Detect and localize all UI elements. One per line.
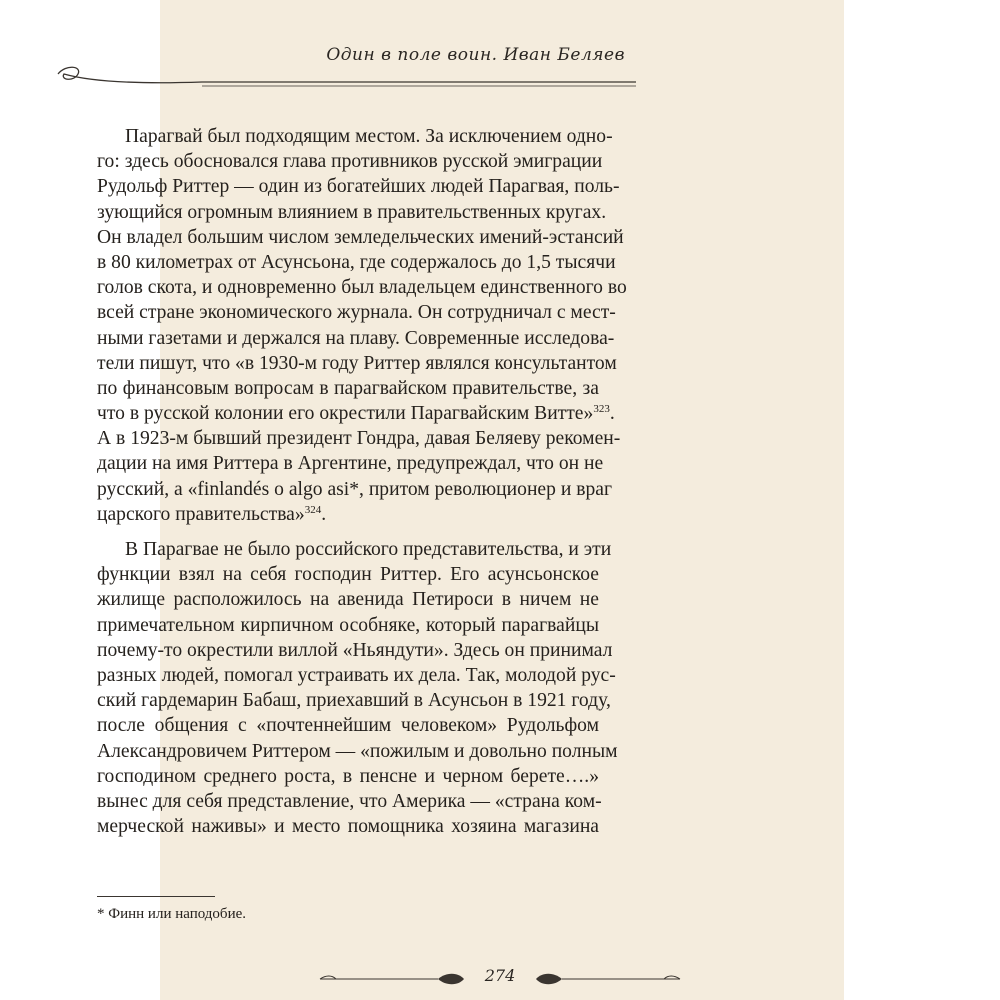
text-line: Парагвай был подходящим местом. За исключением одно- <box>125 126 613 147</box>
text-line: го: здесь обосновался глава противников русской эмиграции <box>97 151 603 173</box>
text-line: Александровичем Риттером — «пожилым и довольно полным <box>97 740 618 762</box>
text-line: мерческой наживы» и место помощника хозяина магазина <box>97 816 599 838</box>
text-line: голов скота, и одновременно был владельцем единственного во <box>97 277 627 299</box>
footnote-separator <box>97 896 215 897</box>
text-line: русский, а «finlandés o algo asi*, притом революционер и враг <box>97 478 612 500</box>
footnote-reference[interactable]: 323 <box>593 403 610 416</box>
text-line: зующийся огромным влиянием в правительственных кругах. <box>97 201 607 223</box>
text-line: всей стране экономического журнала. Он сотрудничал с мест- <box>97 302 616 324</box>
text-line: Рудольф Риттер — один из богатейших людей Парагвая, поль- <box>97 176 620 198</box>
text-line: вынес для себя представление, что Америка — «страна ком- <box>97 790 602 812</box>
sentence-end: . <box>321 503 327 525</box>
text-line: ными газетами и держался на плаву. Современные исследова- <box>97 327 615 349</box>
text-line-content: царского правительства» <box>97 503 305 525</box>
text-line-content: что в русской колонии его окрестили Парагвайским Витте» <box>97 403 594 425</box>
text-line: Он владел большим числом земледельческих имений-эстансий <box>97 226 624 248</box>
text-line: дации на имя Риттера в Аргентине, предупреждал, что он не <box>97 453 604 475</box>
text-line: почему-то окрестили виллой «Ньяндути». Здесь он принимал <box>97 639 613 661</box>
paragraph-spacing <box>97 527 599 537</box>
text-line: ский гардемарин Бабаш, приехавший в Асунсьон в 1921 году, <box>97 690 611 712</box>
text-line: по финансовым вопросам в парагвайском правительстве, за <box>97 377 599 399</box>
text-line: функции взял на себя господин Риттер. Его асунсьонское <box>97 564 599 586</box>
running-title: Один в поле воин. Иван Беляев <box>326 45 625 65</box>
page-number: 274 <box>484 966 516 985</box>
footnote-reference[interactable]: 324 <box>304 503 322 516</box>
text-line: А в 1923-м бывший президент Гондра, давая Беляеву рекомен- <box>97 428 621 450</box>
text-line: жилище расположилось на авенида Петироси в ничем не <box>97 589 599 611</box>
text-line: примечательном кирпичном особняке, который парагвайцы <box>97 614 599 636</box>
text-line <box>97 401 615 426</box>
header-flourish-ornament <box>52 62 642 92</box>
folio-ornament-right-icon <box>532 972 682 986</box>
main-text <box>97 124 627 839</box>
text-line: В Парагвае не было российского представительства, и эти <box>125 539 612 560</box>
text-line: тели пишут, что «в 1930-м году Риттер являлся консультантом <box>97 352 617 374</box>
text-line: господином среднего роста, в пенсне и черном берете….» <box>97 765 599 787</box>
sentence-end: . <box>609 403 615 425</box>
folio-ornament-left-icon <box>318 972 468 986</box>
text-line: в 80 километрах от Асунсьона, где содержалось до 1,5 тысячи <box>97 251 616 273</box>
footnote-text: * Финн или наподобие. <box>97 906 247 922</box>
paragraph-1 <box>97 124 627 527</box>
text-line <box>97 502 599 527</box>
text-line: после общения с «почтеннейшим человеком» Рудольфом <box>97 715 599 737</box>
paragraph-2 <box>97 537 618 839</box>
text-line: разных людей, помогал устраивать их дела. Так, молодой рус- <box>97 664 616 686</box>
